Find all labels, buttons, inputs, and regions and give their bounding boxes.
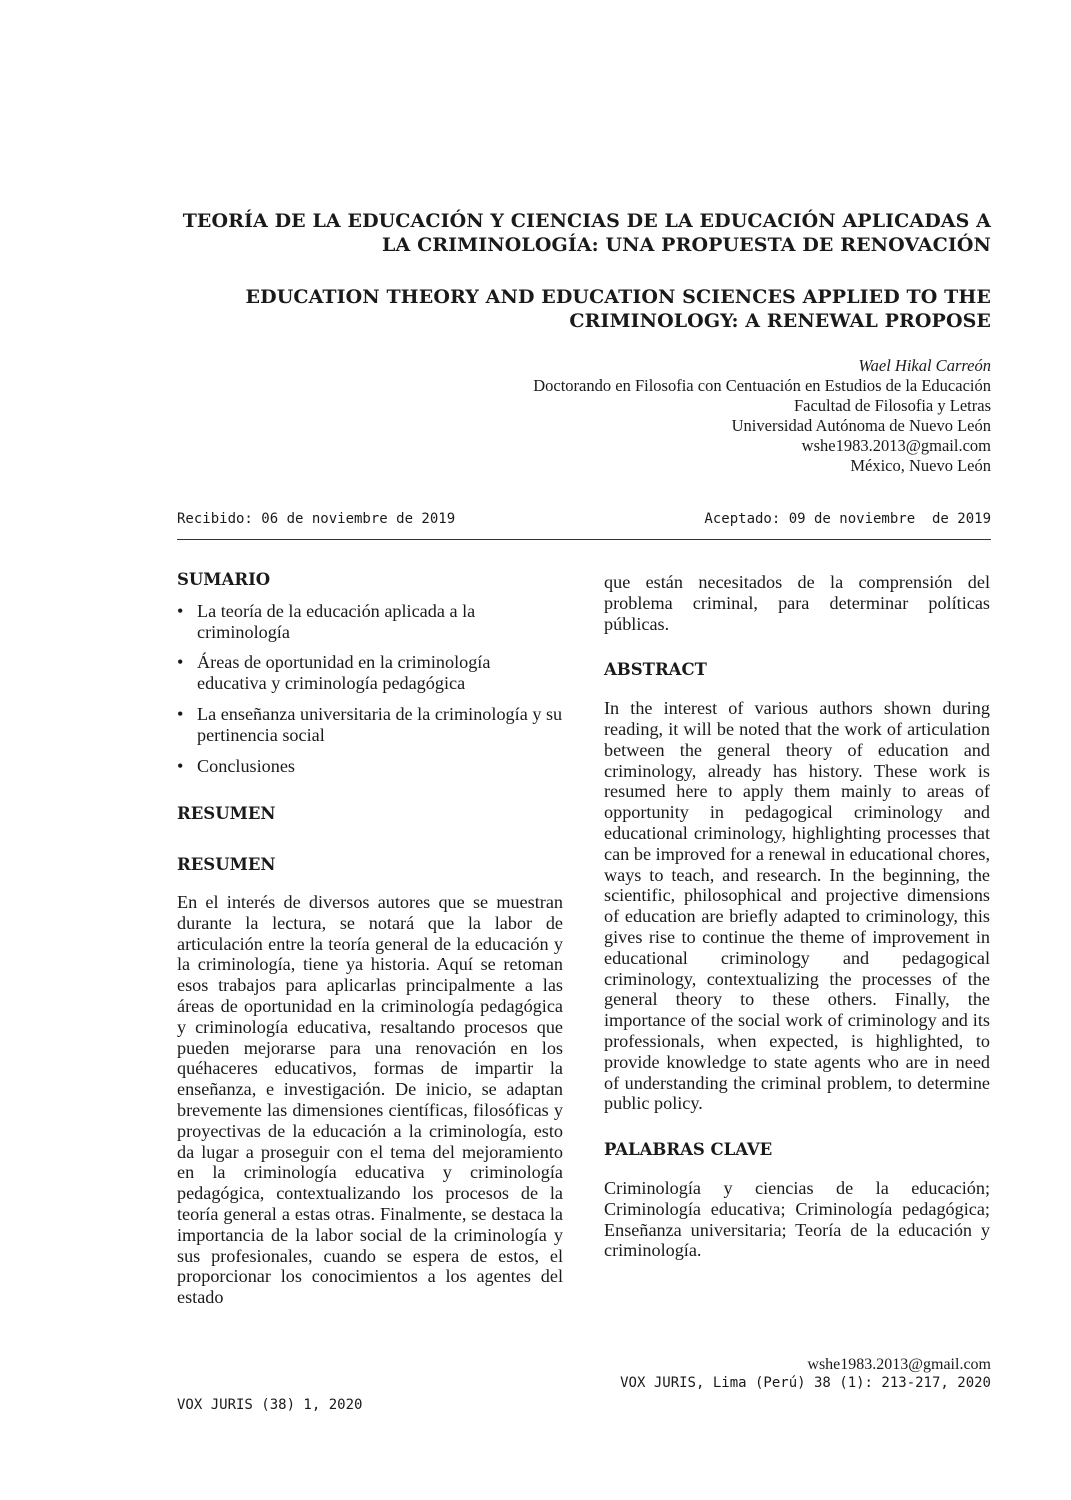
sumario-heading: SUMARIO (177, 570, 271, 589)
header-divider (177, 539, 991, 540)
abstract-text: In the interest of various authors shown during reading, it will be noted that the work of articulation between the general theory of education and criminology, already has history. These work is resumed here to apply them mainly to areas of opportunity in pedagogical criminology and educational criminology, highlighting processes that can be improved for a renewal in educational chores, ways to teach, and research. In the beginning, the scientific, philosophical and projective dimensions of education are briefly adapted to criminology, this gives rise to continue the theme of improvement in educational criminology and pedagogical criminology, contextualizing the processes of the general theory to these others. Finally, the importance of the social work of criminology and its professionals, when expected, is highlighted, to provide knowledge to state agents who are in need of understanding the criminal problem, to determine public policy. (604, 698, 990, 1114)
sumario-list (177, 601, 563, 777)
sumario-item: • La enseñanza universitaria de la criminología y su pertinencia social (177, 703, 563, 745)
title-spanish: TEORÍA DE LA EDUCACIÓN Y CIENCIAS DE LA EDUCACIÓN APLICADAS A LA CRIMINOLOGÍA: UNA PROPUESTA DE RENOVACIÓN (182, 210, 991, 256)
keywords-heading: PALABRAS CLAVE (604, 1140, 773, 1160)
footer-journal: VOX JURIS (38) 1, 2020 (177, 1397, 363, 1413)
bullet-icon: • (177, 600, 184, 621)
author-degree: Doctorando en Filosofia con Centuación en Estudios de la Educación (533, 376, 991, 395)
accepted-date: Aceptado: 09 de noviembre de 2019 (704, 511, 991, 527)
left-column (177, 570, 563, 1308)
footer-email[interactable]: wshe1983.2013@gmail.com (807, 1356, 991, 1373)
keywords-text: Criminología y ciencias de la educación; Criminología educativa; Criminología pedagógica; Enseñanza universitaria; Teoría de la educación y criminología. (604, 1177, 990, 1261)
resumen-heading-1: RESUMEN (177, 804, 276, 824)
author-email[interactable]: wshe1983.2013@gmail.com (801, 436, 991, 455)
bullet-icon: • (177, 755, 184, 776)
sumario-item: • La teoría de la educación aplicada a la criminología (177, 600, 476, 642)
abstract-heading: ABSTRACT (604, 660, 707, 680)
title-english: EDUCATION THEORY AND EDUCATION SCIENCES APPLIED TO THE CRIMINOLOGY: A RENEWAL PROPOSE (245, 286, 991, 332)
author-block (533, 356, 991, 476)
bullet-icon: • (177, 703, 184, 724)
resumen-text: En el interés de diversos autores que se muestran durante la lectura, se notará que la labor de articulación entre la teoría general de la educación y la criminología, tiene ya historia. Aquí se retoman esos trabajos para aplicarlas principalmente a las áreas de oportunidad en la criminología pedagógica y criminología educativa, resaltando procesos que pueden mejorarse para una renovación en los quéhaceres educativos, formas de impartir la enseñanza, e investigación. De inicio, se adaptan brevemente las dimensiones científicas, filosóficas y proyectivas de la educación a la criminología, esto da lugar a proseguir con el tema del mejoramiento en la criminología educativa y criminología pedagógica, contextualizando los procesos de la teoría general a estas otras. Finalmente, se destaca la importancia de la labor social de la criminología y sus profesionales, cuando se espera de estos, el proporcionar los conocimientos a los agentes del estado (177, 891, 563, 1308)
sumario-item: • Áreas de oportunidad en la criminología educativa y criminología pedagógica (177, 652, 491, 694)
author-location: México, Nuevo León (850, 456, 991, 475)
author-university: Universidad Autónoma de Nuevo León (731, 416, 991, 435)
resumen-continuation: que están necesitados de la comprensión del problema criminal, para determinar políticas públicas. (604, 572, 990, 634)
sumario-item: • Conclusiones (177, 755, 296, 776)
resumen-heading-2: RESUMEN (177, 855, 276, 875)
author-faculty: Facultad de Filosofia y Letras (793, 396, 991, 415)
footer-right (620, 1356, 991, 1392)
right-column (604, 572, 990, 1261)
footer-citation: VOX JURIS, Lima (Perú) 38 (1): 213-217, 2020 (620, 1375, 991, 1391)
received-date: Recibido: 06 de noviembre de 2019 (177, 511, 456, 527)
bullet-icon: • (177, 652, 184, 673)
dates-row (177, 511, 991, 527)
author-name: Wael Hikal Carreón (858, 356, 991, 375)
